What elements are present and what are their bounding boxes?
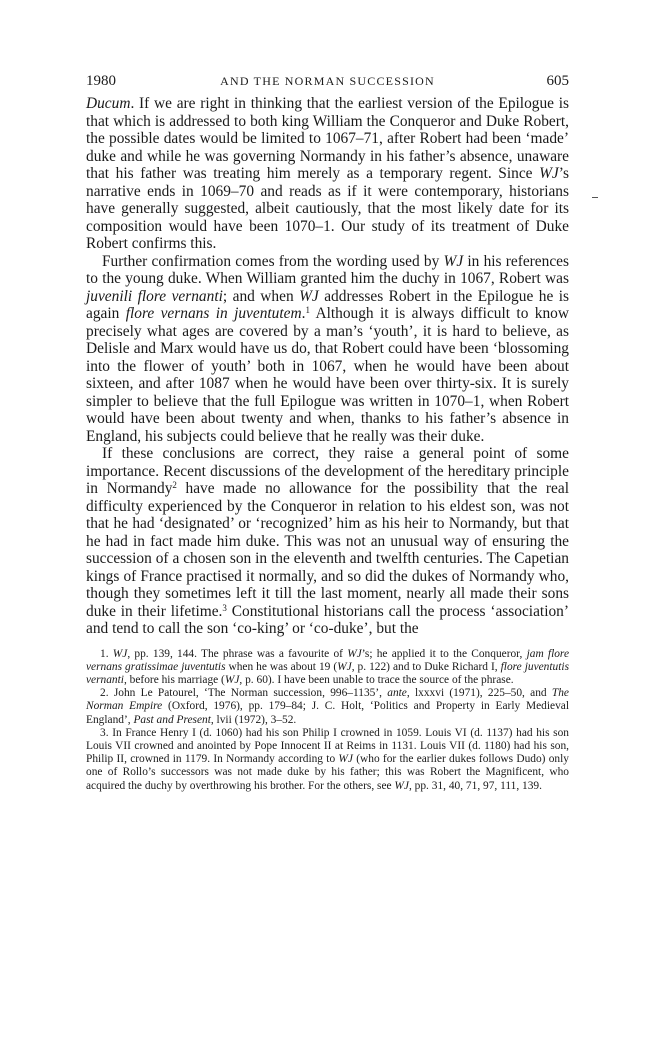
- running-title: AND THE NORMAN SUCCESSION: [220, 74, 435, 88]
- text-run: .: [301, 305, 306, 322]
- abbrev-wj: WJ: [224, 673, 240, 686]
- abbrev-wj: WJ: [112, 647, 128, 660]
- text-run: 3. In France Henry I (d. 1060) had his son Philip I crowned in 1059. Louis VI (d. 1137) had his son Louis VII crowned and anointed by Pope Innocent II at Reims in 1131. Louis VII (d. 1180) had his son, Philip II, crowned in 1179. In Normandy according to: [86, 726, 569, 766]
- header-year: 1980: [86, 73, 116, 89]
- text-run: Although it is always difficult to know precisely what ages are covered by a man’s ‘youth’, it is hard to believe, as Delisle and Marx would have us do, that Robert could have been ‘blossoming into the flower of youth’ both in 1067, when he would have been about sixteen, and after 1087 when he would have been over thirty-six. It is surely simpler to believe that the full Epilogue was written in 1070–1, when Robert would have been about twenty and when, thanks to his father’s absence in England, his subjects could believe that he really was their duke.: [86, 305, 569, 445]
- latin-phrase: flore vernans in juventutem: [125, 305, 302, 322]
- main-text: [86, 95, 569, 638]
- text-run: have made no allowance for the possibility that the real difficulty experienced by the Conqueror in relation to his eldest son, was not that he had ‘designated’ or ‘recognized’ him as his heir to Normandy, but that he had in fact made him duke. This was not an unusual way of ensuring the succession of a chosen son in the eleventh and twelfth centuries. The Capetian kings of France practised it normally, and so did the dukes of Normandy who, though they sometimes left it till the last moment, nearly all made their sons duke in their lifetime.: [86, 480, 569, 620]
- text-run: (Oxford, 1976), pp. 179–84; J. C. Holt, ‘Politics and Property in Early Medieval England’,: [86, 700, 569, 726]
- book-title: The Norman Empire: [86, 687, 569, 713]
- text-run: , before his marriage (: [123, 673, 225, 686]
- footnote-ref[interactable]: 1: [305, 305, 310, 315]
- text-run: Further confirmation comes from the wording used by: [102, 252, 444, 270]
- abbrev-wj: WJ: [299, 287, 319, 305]
- abbrev-wj: WJ: [337, 660, 352, 673]
- footnote-1: [86, 648, 569, 688]
- abbrev-wj: WJ: [443, 252, 464, 270]
- text-run: Constitutional historians call the process ‘association’ and tend to call the son ‘co-king’ or ‘co-duke’, but the: [86, 602, 569, 637]
- book-page: [86, 70, 569, 793]
- abbrev-wj: WJ: [347, 647, 362, 660]
- latin-phrase: flore juventutis vernanti: [86, 660, 570, 686]
- footnotes: [86, 648, 569, 793]
- text-run: , p. 60). I have been unable to trace the source of the phrase.: [239, 673, 514, 686]
- text-run: when he was about 19 (: [225, 660, 338, 673]
- italic-term: ante: [387, 687, 407, 700]
- latin-phrase: jam flore vernans gratissimae juventutis: [86, 647, 569, 673]
- paragraph-1: [86, 95, 569, 253]
- footnote-3: [86, 727, 569, 793]
- text-run: in his references to the young duke. When William granted him the duchy in 1067, Robert was: [86, 252, 569, 287]
- text-run: , lvii (1972), 3–52.: [210, 713, 297, 726]
- latin-phrase: juvenili flore vernanti: [86, 287, 223, 305]
- footnote-ref[interactable]: 2: [172, 480, 177, 490]
- text-run: (who for the earlier dukes follows Dudo) only one of Rollo’s successors was not made duke by his father; this was Robert the Magnificent, who acquired the duchy by overthrowing his brother. For the others, see: [86, 753, 569, 792]
- abbrev-wj: WJ: [394, 779, 409, 792]
- page-number: 605: [546, 73, 569, 89]
- margin-mark: [592, 197, 598, 198]
- abbrev-wj: WJ: [539, 165, 559, 182]
- running-header: [86, 70, 569, 92]
- footnote-2: [86, 687, 569, 727]
- abbrev-wj: WJ: [338, 753, 353, 766]
- text-run: 2. John Le Patourel, ‘The Norman succession, 996–1135’,: [100, 687, 388, 700]
- paragraph-3: [86, 445, 569, 638]
- text-run: , pp. 139, 144. The phrase was a favourite of: [127, 647, 348, 660]
- text-run: If these conclusions are correct, they raise a general point of some importance. Recent discussions of the development of the hereditary principle in Normandy: [86, 445, 569, 497]
- text-run: . If we are right in thinking that the earliest version of the Epilogue is that which is addressed to both king William the Conqueror and Duke Robert, the possible dates would be limited to 1067–71, after Robert had been ‘made’ duke and while he was governing Normandy in his father’s absence, unaware that his father was treating him merely as a temporary regent. Since: [86, 95, 569, 182]
- footnote-ref[interactable]: 3: [222, 602, 227, 613]
- text-run: addresses Robert in the Epilogue he is again: [86, 287, 569, 322]
- text-run: ’s narrative ends in 1069–70 and reads as if it were contemporary, historians have generally suggested, albeit cautiously, that the most likely date for its composition would have been 1070–1. Our study of its treatment of Duke Robert confirms this.: [86, 165, 569, 252]
- text-run: , p. 122) and to Duke Richard I,: [351, 660, 501, 673]
- text-run: , pp. 31, 40, 71, 97, 111, 139.: [408, 779, 542, 792]
- text-run: ; and when: [222, 287, 300, 305]
- italic-term: Ducum: [86, 95, 131, 112]
- text-run: 1.: [100, 647, 113, 660]
- journal-title: Past and Present: [133, 713, 211, 726]
- text-run: ’s; he applied it to the Conqueror,: [361, 647, 527, 660]
- text-run: , lxxxvi (1971), 225–50, and: [406, 687, 552, 700]
- paragraph-2: [86, 253, 569, 446]
